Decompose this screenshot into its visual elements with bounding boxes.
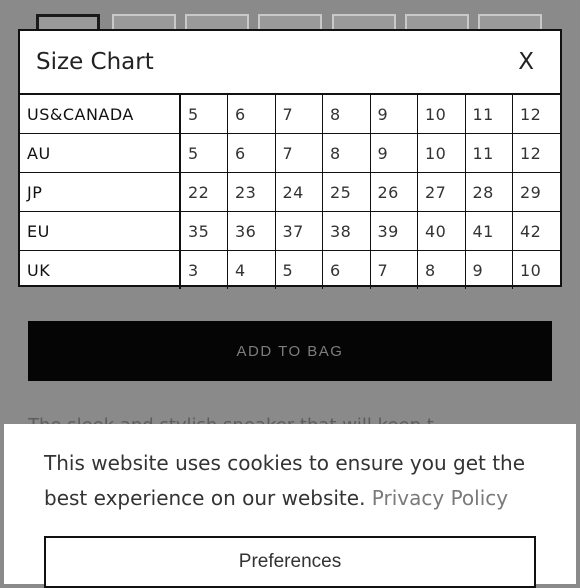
size-value-cell: 26 [370,173,418,212]
size-value-cell: 35 [180,212,228,251]
size-chart-row [20,95,560,134]
size-value-cell: 3 [180,251,228,290]
size-value-cell: 25 [323,173,371,212]
size-system-label: AU [20,134,180,173]
size-value-cell: 41 [465,212,513,251]
cookie-message-text: This website uses cookies to ensure you get the best experience on our website. [44,451,526,510]
preferences-button[interactable]: Preferences [44,536,536,588]
size-value-cell: 22 [180,173,228,212]
size-value-cell: 27 [418,173,466,212]
size-chart-modal [18,29,562,287]
size-value-cell: 28 [465,173,513,212]
size-value-cell: 11 [465,134,513,173]
size-system-label: EU [20,212,180,251]
size-value-cell: 10 [513,251,561,290]
size-chart-row [20,134,560,173]
size-value-cell: 38 [323,212,371,251]
size-value-cell: 10 [418,95,466,134]
size-chart-row [20,212,560,251]
privacy-policy-link[interactable]: Privacy Policy [371,486,509,510]
size-value-cell: 7 [275,134,323,173]
cookie-banner [4,424,576,584]
size-value-cell: 12 [513,134,561,173]
size-value-cell: 5 [180,134,228,173]
size-value-cell: 36 [228,212,276,251]
modal-header [20,31,560,95]
size-value-cell: 8 [418,251,466,290]
size-value-cell: 23 [228,173,276,212]
size-chart-row [20,251,560,290]
size-value-cell: 8 [323,95,371,134]
size-system-label: JP [20,173,180,212]
size-value-cell: 42 [513,212,561,251]
size-system-label: UK [20,251,180,290]
size-value-cell: 11 [465,95,513,134]
cookie-message [44,446,544,516]
size-value-cell: 9 [465,251,513,290]
size-value-cell: 5 [180,95,228,134]
add-to-bag-button[interactable]: ADD TO BAG [28,321,552,381]
size-value-cell: 6 [323,251,371,290]
size-value-cell: 6 [228,95,276,134]
size-value-cell: 39 [370,212,418,251]
size-system-label: US&CANADA [20,95,180,134]
size-value-cell: 5 [275,251,323,290]
size-value-cell: 6 [228,134,276,173]
size-value-cell: 8 [323,134,371,173]
size-value-cell: 29 [513,173,561,212]
close-button[interactable]: X [518,49,534,75]
size-value-cell: 10 [418,134,466,173]
size-value-cell: 37 [275,212,323,251]
size-chart-row [20,173,560,212]
size-value-cell: 9 [370,95,418,134]
size-value-cell: 7 [370,251,418,290]
size-chart-table [20,95,560,289]
size-value-cell: 7 [275,95,323,134]
size-value-cell: 24 [275,173,323,212]
size-value-cell: 40 [418,212,466,251]
modal-title: Size Chart [36,49,154,75]
size-value-cell: 9 [370,134,418,173]
size-value-cell: 12 [513,95,561,134]
size-value-cell: 4 [228,251,276,290]
